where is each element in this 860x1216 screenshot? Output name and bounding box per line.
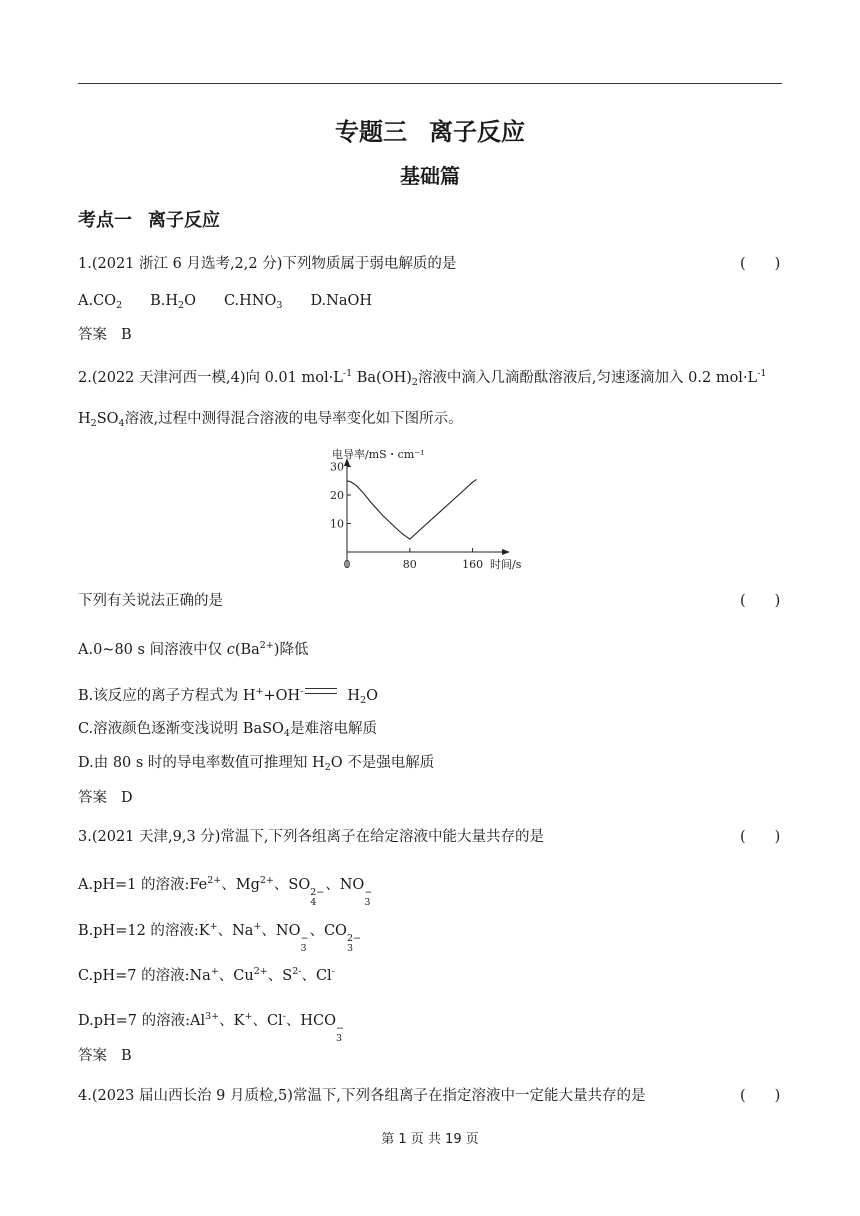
answer-blank: ( ) <box>740 256 781 272</box>
x-axis-arrow <box>502 549 510 555</box>
option-a: $A.CO_2$ <box>78 293 123 311</box>
question-3-option-a: A.pH=1 的溶液$:Fe^{2+}$、$Mg^{2+}$、SO 2− 4 、NO − 3 <box>78 875 373 908</box>
x-tick-label: 0 <box>343 558 351 571</box>
question-2-option-a: A.0~80 s 间溶液中仅 $c(Ba^{2+})$降低 <box>78 640 309 658</box>
question-1-stem: 1.(2021 浙江 6 月选考,2,2 分)下列物质属于弱电解质的是 <box>78 256 457 272</box>
question-1-options <box>78 291 400 316</box>
answer-blank: ( ) <box>740 829 781 845</box>
y-tick-label: 20 <box>330 489 344 503</box>
option-b: $B.H_2O$ <box>150 293 196 311</box>
question-3-stem: 3.(2021 天津,9,3 分)常温下,下列各组离子在给定溶液中能大量共存的是 <box>78 829 545 845</box>
page-subtitle: 基础篇 <box>400 164 460 188</box>
question-3-option-d: D.pH=7 的溶液$:Al^{3+}$、K+、Cl-、HCO − 3 <box>78 1011 345 1044</box>
equals-sign <box>305 688 337 694</box>
question-2-stem: 2.(2022 天津河西一模,4)向 0.01 $mol\cdot L^{-1}$ $Ba(OH)_2$溶液中滴入几滴酚酞溶液后,匀速逐滴加入 0.2 $mol\cdot L^{-1}$ <box>78 368 767 388</box>
x-axis-label: 时间/s <box>490 558 522 571</box>
question-4-stem: 4.(2023 届山西长治 9 月质检,5)常温下,下列各组离子在指定溶液中一定能大量共存的是 <box>78 1088 646 1104</box>
question-2-answer: 答案 D <box>78 790 133 806</box>
y-tick-label: 10 <box>330 517 344 531</box>
y-tick-label: 30 <box>330 460 344 474</box>
answer-blank: ( ) <box>740 593 781 609</box>
conductivity-chart <box>320 444 540 576</box>
section-heading: 考点一 离子反应 <box>78 210 220 231</box>
page-title: 专题三 离子反应 <box>335 118 525 146</box>
question-2-option-b: B.该反应的离子方程式为 H++OH- $H_2O$ <box>78 686 378 706</box>
y-axis-label: 电导率/mS・cm⁻¹ <box>332 448 425 461</box>
x-tick-label: 160 <box>462 558 484 571</box>
conductivity-curve <box>347 479 477 539</box>
answer-blank: ( ) <box>740 1088 781 1104</box>
question-2-option-c: C.溶液颜色逐渐变浅说明 BaSO$_4$是难溶电解质 <box>78 721 377 739</box>
question-2-option-d: D.由 80 s 时的导电率数值可推理知 $H_2O$ 不是强电解质 <box>78 755 435 773</box>
page-footer: 第 1 页 共 19 页 <box>381 1132 479 1147</box>
option-d: D.NaOH <box>310 293 373 309</box>
question-3-answer: 答案 B <box>78 1048 132 1064</box>
question-1-answer: 答案 B <box>78 327 132 343</box>
question-2-prompt: 下列有关说法正确的是 <box>78 593 223 609</box>
option-c: $C.HNO_3$ <box>223 293 283 311</box>
question-3-option-c: C.pH=7 的溶液:Na+、$Cu^{2+}$、$S^{2-}$、Cl- <box>78 966 335 984</box>
question-3-option-b: B.pH=12 的溶液:K+、Na+、NO − 3 、CO 2− 3 <box>78 921 361 954</box>
x-tick-label: 80 <box>402 558 417 571</box>
header-rule <box>78 83 782 84</box>
question-2-stem-line2: $H_2SO_4$溶液,过程中测得混合溶液的电导率变化如下图所示。 <box>78 411 463 429</box>
